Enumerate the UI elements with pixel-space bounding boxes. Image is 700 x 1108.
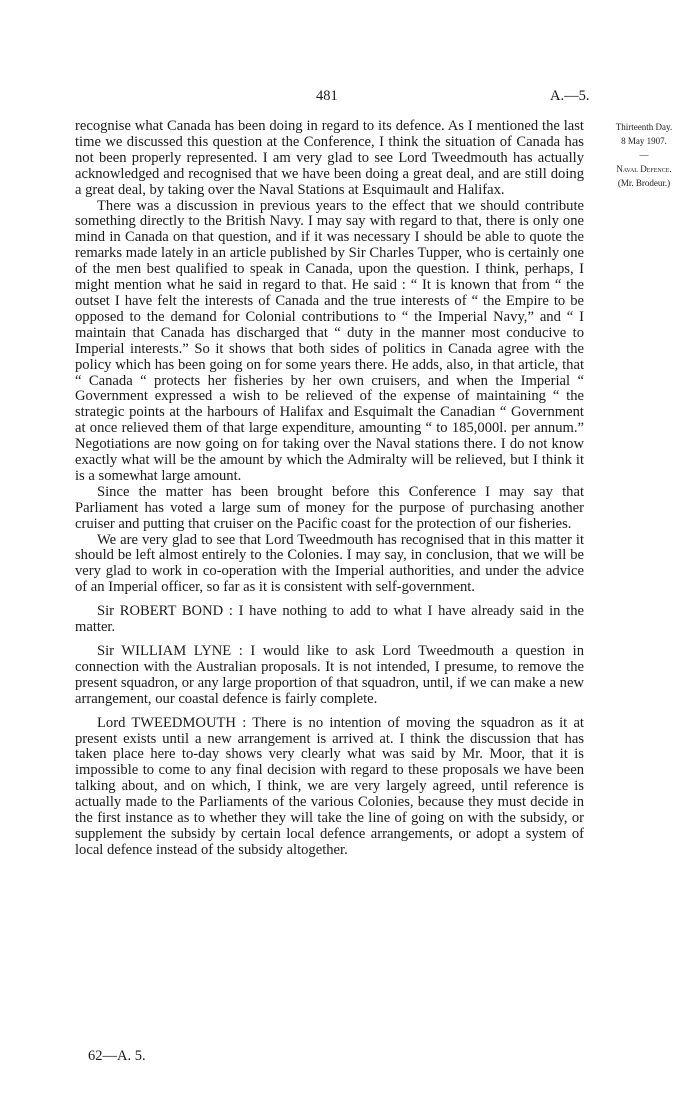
margin-note: [589, 120, 699, 190]
speech-robert-bond: Sir ROBERT BOND : I have nothing to add to what I have already said in the matter.: [75, 603, 584, 636]
page-number: 481: [316, 88, 338, 104]
speech-william-lyne: Sir WILLIAM LYNE : I would like to ask Lord Tweedmouth a question in connection with the Australian proposals. It is not intended, I presume, to remove the present squadron, or any large proportion of that squadron, until, if we can make a new arrangement, our coastal defence is fairly complete.: [75, 643, 584, 707]
printer-signature: 62—A. 5.: [88, 1048, 146, 1064]
speech-lord-tweedmouth: Lord TWEEDMOUTH : There is no intention of moving the squadron as it at present exists until a new arrangement is arrived at. I think the discussion that has taken place here to-day shows very clearly what was said by Mr. Moor, that it is impossible to come to any final decision with regard to these proposals we have been talking about, and on which, I think, we are very largely agreed, until reference is actually made to the Parliaments of the various Colonies, because they must decide in the first instance as to whether they will take the line of going on with the subsidy, or supplement the subsidy by certain local defence arrangements, or adopt a system of local defence instead of the subsidy altogether.: [75, 714, 584, 858]
margin-note-topic: Naval Defence.: [616, 164, 672, 174]
paragraph-conclusion: We are very glad to see that Lord Tweedmouth has recognised that in this matter it should be left almost entirely to the Colonies. I may say, in conclusion, that we will be very glad to work in co-operation with the Imperial authorities, and under the advice of an Imperial officer, so far as it is consistent with self-government.: [75, 531, 584, 596]
margin-note-speaker: (Mr. Brodeur.): [617, 178, 671, 188]
margin-note-day: Thirteenth Day.: [615, 122, 673, 132]
paragraph-tupper-quote: There was a discussion in previous years to the effect that we should contribute something directly to the British Navy. I may say with regard to that, there is only one mind in Canada on that question, and if it was necessary I should be able to quote the remarks made lately in an article published by Sir Charles Tupper, who is certainly one of the men best qualified to speak in Canada, upon the question. I think, perhaps, I might mention what he said in regard to that. He said : “ It is known that from “ the outset I have felt the interests of Canada and the true interests of “ the Empire to be opposed to the demand for Colonial contributions to “ the Imperial Navy,” and “ I maintain that Canada has discharged that “ duty in the manner most conducive to Imperial interests.” So it shows that both sides of politics in Canada agree with the policy which has been going on for some years there. He adds, also, in that article, that “ Canada “ protects her fisheries by her own cruisers, and when the Imperial “ Government expressed a wish to be relieved of the expense of maintaining “ the strategic points at the harbours of Halifax and Esquimalt the Canadian “ Government at once relieved them of that large expenditure, amounting “ to 185,000l. per annum.” Negotiations are now going on for taking over the Naval stations there. I do not know exactly what will be the amount by which the Admiralty will be relieved, but I think it is a somewhat large amount.: [75, 197, 584, 484]
paragraph-cruiser: Since the matter has been brought before this Conference I may say that Parliament has voted a large sum of money for the purpose of purchasing another cruiser and putting that cruiser on the Pacific coast for the protection of our fisheries.: [75, 483, 584, 532]
paper-reference: A.—5.: [550, 88, 590, 104]
margin-note-dash: —: [639, 150, 649, 160]
body-text: [75, 119, 584, 859]
paragraph-continuation: recognise what Canada has been doing in regard to its defence. As I mentioned the last time we discussed this question at the Conference, I think the situation of Canada has not been properly represented. I am very glad to see Lord Tweedmouth has actually acknowledged and recognised that we have been doing a great deal, and are still doing a great deal, by taking over the Naval Stations at Esquimault and Halifax.: [75, 118, 584, 198]
margin-note-date: 8 May 1907.: [621, 136, 667, 146]
